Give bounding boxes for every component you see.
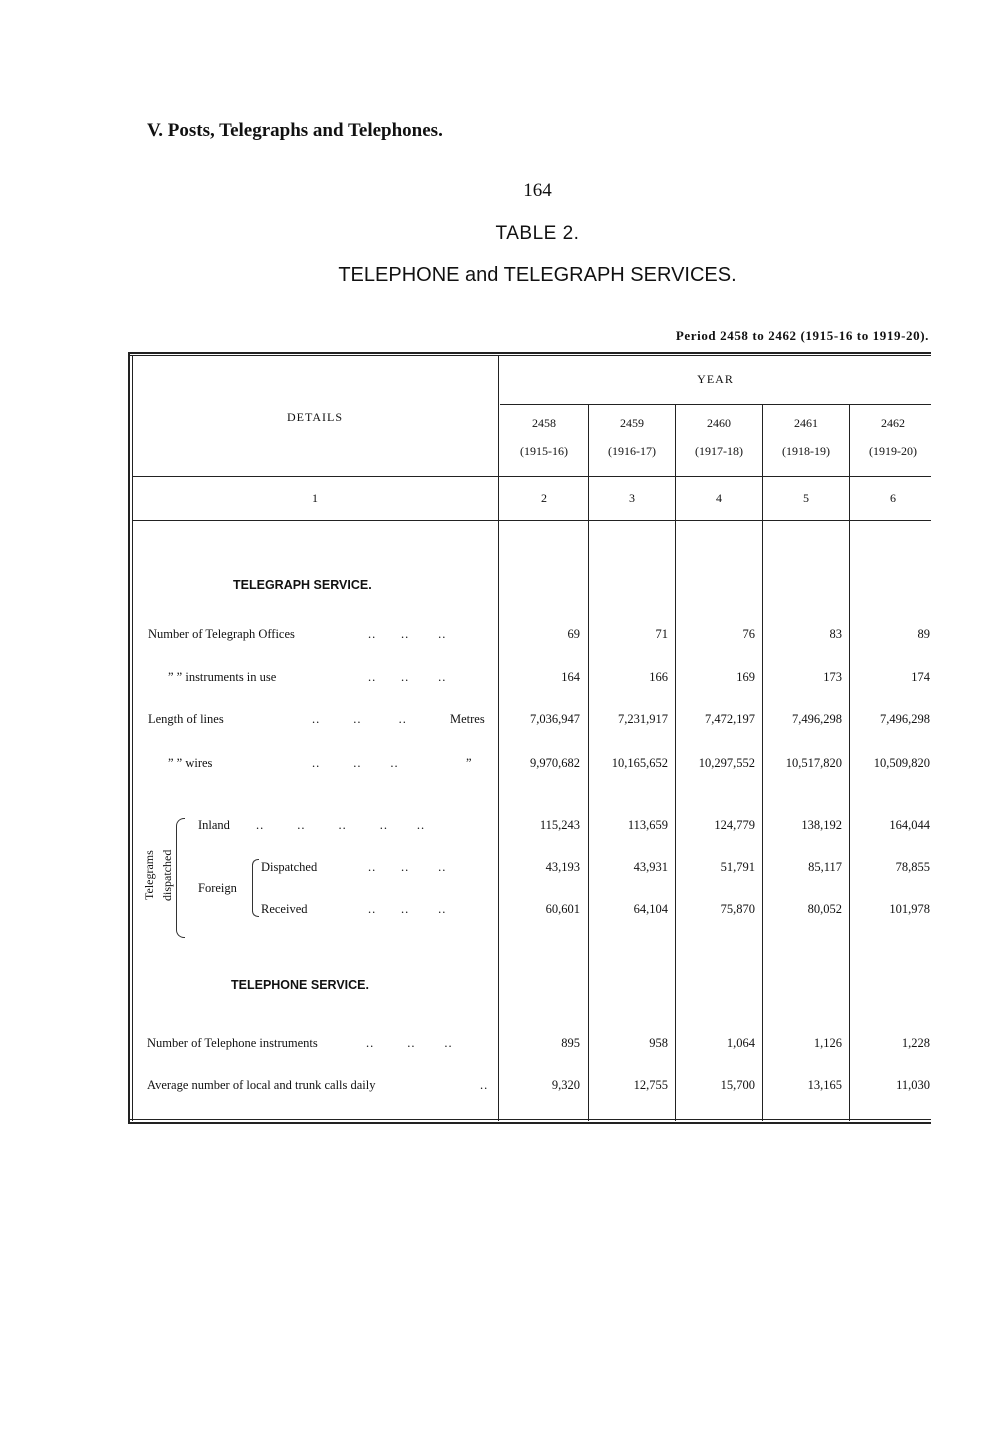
col-year-ce: (1916-17) bbox=[608, 444, 656, 458]
table-cell: 164 bbox=[561, 670, 580, 684]
col-index: 5 bbox=[803, 491, 809, 505]
table-cell: 115,243 bbox=[539, 818, 580, 832]
telegraph-service-heading: TELEGRAPH SERVICE. bbox=[233, 578, 372, 592]
table-cell: 1,064 bbox=[726, 1036, 755, 1050]
table-border-left bbox=[128, 352, 130, 1124]
col-year-be: 2461 bbox=[794, 416, 818, 430]
foreign-brace bbox=[252, 859, 259, 917]
table-cell: 174 bbox=[911, 670, 930, 684]
leader-dots: .. .. .. bbox=[368, 670, 447, 684]
leader-dots: .. .. .. bbox=[368, 902, 447, 916]
col-index: 1 bbox=[312, 491, 318, 505]
row-label: Inland bbox=[198, 818, 230, 832]
telegrams-dispatched-label-2 bbox=[160, 830, 174, 920]
col-year-be: 2462 bbox=[881, 416, 905, 430]
table-cell: 169 bbox=[736, 670, 755, 684]
row-label: Number of Telephone instruments bbox=[147, 1036, 318, 1050]
row-label: Dispatched bbox=[261, 860, 318, 874]
table-title: TELEPHONE and TELEGRAPH SERVICES. bbox=[338, 264, 737, 286]
data-table bbox=[128, 352, 931, 1126]
year-rule bbox=[500, 404, 931, 405]
table-cell: 958 bbox=[649, 1036, 668, 1050]
table-cell: 9,320 bbox=[551, 1078, 580, 1092]
table-cell: 124,779 bbox=[714, 818, 755, 832]
table-cell: 60,601 bbox=[545, 902, 580, 916]
telephone-service-heading: TELEPHONE SERVICE. bbox=[231, 978, 369, 992]
table-border-bottom bbox=[128, 1122, 931, 1124]
col-index: 3 bbox=[629, 491, 635, 505]
page-number: 164 bbox=[523, 180, 552, 201]
period-caption: Period 2458 to 2462 (1915-16 to 1919-20). bbox=[675, 328, 929, 343]
leader-dots: .. .. .. bbox=[368, 627, 447, 641]
table-cell: 1,126 bbox=[813, 1036, 842, 1050]
table-cell: 7,472,197 bbox=[705, 712, 755, 726]
header-rule bbox=[132, 476, 931, 477]
table-cell: 83 bbox=[829, 627, 842, 641]
table-cell: 89 bbox=[917, 627, 930, 641]
group-label: Telegrams bbox=[142, 850, 156, 900]
col-year-be: 2458 bbox=[532, 416, 556, 430]
row-label: ” ” wires bbox=[168, 756, 213, 770]
table-cell: 13,165 bbox=[807, 1078, 842, 1092]
telegrams-dispatched-label bbox=[142, 830, 160, 920]
unit-label: Metres bbox=[450, 712, 485, 726]
table-border-bottom-inner bbox=[128, 1119, 931, 1120]
table-cell: 51,791 bbox=[720, 860, 755, 874]
table-cell: 43,193 bbox=[545, 860, 580, 874]
table-number: TABLE 2. bbox=[495, 223, 580, 244]
table-border-top bbox=[128, 352, 931, 354]
table-cell: 10,165,652 bbox=[611, 756, 668, 770]
col-index: 4 bbox=[716, 491, 722, 505]
table-cell: 895 bbox=[561, 1036, 580, 1050]
row-label: Number of Telegraph Offices bbox=[148, 627, 295, 641]
leader-dots: .. .. .. .. .. bbox=[256, 818, 426, 832]
table-cell: 11,030 bbox=[896, 1078, 930, 1092]
index-rule bbox=[132, 520, 931, 521]
table-border-left-inner bbox=[132, 355, 133, 1121]
row-label: Length of lines bbox=[148, 712, 224, 726]
table-cell: 69 bbox=[567, 627, 580, 641]
table-cell: 71 bbox=[655, 627, 668, 641]
table-cell: 7,496,298 bbox=[880, 712, 930, 726]
table-cell: 7,231,917 bbox=[618, 712, 668, 726]
table-cell: 10,297,552 bbox=[698, 756, 755, 770]
table-cell: 15,700 bbox=[720, 1078, 755, 1092]
group-brace bbox=[176, 818, 185, 938]
table-cell: 166 bbox=[649, 670, 668, 684]
table-cell: 138,192 bbox=[801, 818, 842, 832]
row-label: Received bbox=[261, 902, 308, 916]
table-cell: 75,870 bbox=[720, 902, 755, 916]
col-index: 6 bbox=[890, 491, 896, 505]
foreign-label: Foreign bbox=[198, 881, 237, 895]
col-year-be: 2459 bbox=[620, 416, 644, 430]
leader-dots: .. .. .. bbox=[312, 756, 399, 770]
table-cell: 101,978 bbox=[889, 902, 930, 916]
ditto-mark: ” bbox=[466, 756, 472, 770]
table-cell: 64,104 bbox=[633, 902, 668, 916]
col-year-ce: (1919-20) bbox=[869, 444, 917, 458]
col-year-ce: (1917-18) bbox=[695, 444, 743, 458]
year-header: YEAR bbox=[697, 372, 734, 386]
section-heading: V. Posts, Telegraphs and Telephones. bbox=[147, 120, 443, 141]
col-index: 2 bbox=[541, 491, 547, 505]
leader-dots: .. .. .. bbox=[312, 712, 407, 726]
table-cell: 173 bbox=[823, 670, 842, 684]
table-cell: 113,659 bbox=[627, 818, 668, 832]
row-label: ” ” instruments in use bbox=[168, 670, 277, 684]
col-year-ce: (1915-16) bbox=[520, 444, 568, 458]
leader-dots: .. bbox=[480, 1078, 489, 1092]
table-cell: 12,755 bbox=[633, 1078, 668, 1092]
table-border-top-inner bbox=[128, 355, 931, 356]
table-cell: 7,496,298 bbox=[792, 712, 842, 726]
table-cell: 10,517,820 bbox=[785, 756, 842, 770]
row-label: Average number of local and trunk calls daily bbox=[147, 1078, 376, 1092]
details-header: DETAILS bbox=[286, 410, 344, 424]
table-cell: 164,044 bbox=[889, 818, 930, 832]
table-cell: 1,228 bbox=[901, 1036, 930, 1050]
table-cell: 78,855 bbox=[895, 860, 930, 874]
leader-dots: .. .. .. bbox=[368, 860, 447, 874]
leader-dots: .. .. .. bbox=[366, 1036, 453, 1050]
table-cell: 10,509,820 bbox=[873, 756, 930, 770]
table-cell: 43,931 bbox=[633, 860, 668, 874]
table-cell: 7,036,947 bbox=[530, 712, 580, 726]
table-cell: 9,970,682 bbox=[530, 756, 580, 770]
col-year-ce: (1918-19) bbox=[782, 444, 830, 458]
details-divider bbox=[498, 355, 499, 1121]
group-label: dispatched bbox=[160, 849, 174, 901]
col-year-be: 2460 bbox=[707, 416, 731, 430]
table-cell: 80,052 bbox=[807, 902, 842, 916]
table-cell: 85,117 bbox=[808, 860, 842, 874]
table-cell: 76 bbox=[742, 627, 755, 641]
